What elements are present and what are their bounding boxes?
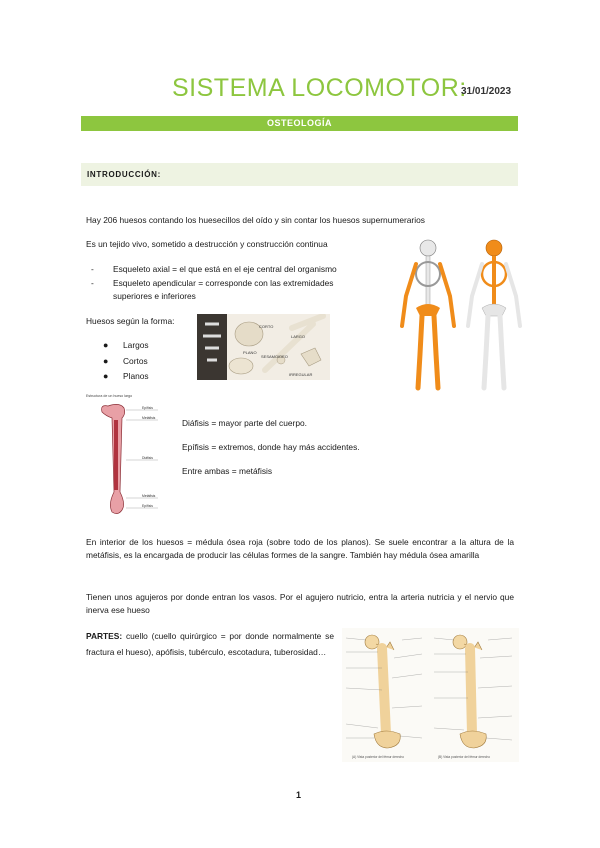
list-item-text: Planos: [123, 371, 149, 381]
shape-label-plano: PLANO: [243, 350, 257, 355]
list-item-text: Esqueleto apendicular = corresponde con las extremidades superiores e inferiores: [113, 277, 334, 301]
definition-epifisis: Epífisis = extremos, donde hay más accidentes.: [182, 442, 360, 452]
diagram-label-metafisis-bottom: Metáfisis: [142, 494, 156, 498]
section-header-bar: [81, 116, 518, 131]
definition-metafisis: Entre ambas = metáfisis: [182, 466, 273, 476]
paragraph-nutrient-foramen: Tienen unos agujeros por donde entran los vasos. Por el agujero nutricio, entra la arteria nutricia y el nervio que inerva ese hueso: [86, 592, 514, 615]
list-item-text: Cortos: [123, 355, 148, 366]
bone-shape-list: [103, 338, 149, 385]
axial-skeleton-figure: [402, 240, 454, 388]
femur-figure-b: [434, 635, 512, 759]
list-item: [103, 338, 149, 354]
diagram-label-epifisis-bottom: Epífisis: [142, 504, 153, 508]
shape-label-largo: LARGO: [291, 334, 306, 339]
shape-label-sesamoideo: SESAMOIDEO: [261, 354, 288, 359]
shape-label-irregular: IRREGULAR: [289, 372, 313, 377]
parts-label: PARTES:: [86, 631, 123, 641]
list-marker: -: [91, 277, 94, 288]
list-marker: -: [91, 264, 94, 274]
list-item-text: Largos: [123, 340, 149, 350]
page-number: 1: [296, 790, 302, 800]
list-item: [91, 277, 371, 304]
document-date: 31/01/2023: [461, 86, 512, 97]
paragraph-bone-marrow: En interior de los huesos = médula ósea roja (sobre todo de los planos). Se suele encontrar a la altura de la metáfisis, es la encargada de producir las células formes de la sangre. También hay médula ósea amarilla: [86, 537, 514, 560]
diagram-label-epifisis-top: Epífisis: [142, 406, 153, 410]
femur-anatomy-illustration: [342, 628, 519, 762]
document-title: SISTEMA LOCOMOTOR:: [172, 74, 467, 102]
diagram-label-metafisis-top: Metáfisis: [142, 416, 156, 420]
skeleton-illustration: [392, 236, 542, 396]
appendicular-skeleton-figure: [468, 240, 520, 388]
diagram-caption: Estructura de un hueso largo: [86, 394, 133, 398]
definition-diafisis: Diáfisis = mayor parte del cuerpo.: [182, 418, 307, 428]
skeleton-types-list: [91, 263, 371, 304]
long-bone-structure-diagram: [86, 392, 168, 522]
list-item-text: Esqueleto axial = el que está en el eje central del organismo: [113, 264, 337, 274]
bullet-icon: ●: [103, 355, 109, 366]
parts-text: cuello (cuello quirúrgico = por donde normalmente se fractura el hueso), apófisis, tubérculo, escotadura, tuberosidad…: [86, 631, 334, 657]
paragraph-bone-parts: [86, 629, 334, 660]
paragraph-bone-count: Hay 206 huesos contando los huesecillos del oído y sin contar los huesos supernumerarios: [86, 215, 425, 225]
diagram-label-diafisis: Diáfisis: [142, 456, 153, 460]
femur-caption-b: (B) Vista posterior del fémur derecho: [438, 755, 491, 759]
list-item: [103, 354, 149, 370]
bullet-icon: ●: [103, 371, 109, 381]
shape-label-corto: CORTO: [259, 324, 274, 329]
paragraph-living-tissue: Es un tejido vivo, sometido a destrucción y construcción continua: [86, 239, 328, 249]
section-title: OSTEOLOGÍA: [266, 118, 332, 128]
femur-caption-a: (A) Vista posterior del fémur derecho: [352, 755, 405, 759]
bullet-icon: ●: [103, 340, 109, 350]
list-item: [91, 263, 371, 277]
list-item: [103, 369, 149, 385]
bone-shape-heading: Huesos según la forma:: [86, 316, 175, 326]
intro-heading: INTRODUCCIÓN:: [87, 170, 161, 179]
intro-heading-bar: [81, 163, 518, 186]
femur-figure-a: [346, 635, 422, 759]
bone-shapes-image: [197, 314, 330, 380]
